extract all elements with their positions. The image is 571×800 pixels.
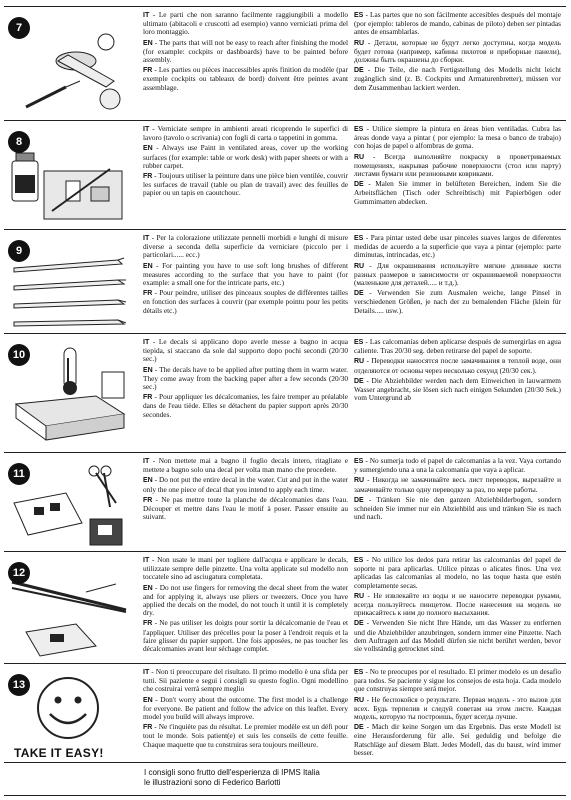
paragraph-it: IT - Le parti che non saranno facilmente raggiungibili a modello ultimato (abitacoli e cruscotti ad esempio) vanno verniciati prima del loro montaggio.	[143, 11, 348, 37]
illustration-caption: TAKE IT EASY!	[14, 746, 104, 760]
step-number-badge: 9	[8, 240, 30, 262]
text-column-left	[143, 457, 348, 523]
paragraph-text-fr: Ne pas utiliser les doigts pour sortir la décalcomanie de l'eau et l'appliquer. Utiliser des précelles pour la poser à l'endroit requis et la faire glisser du papier support. Une fois apposées, ne pas toucher les décalcomanies avant leur séchage complet.	[143, 618, 348, 654]
step-number-badge: 12	[8, 562, 30, 584]
language-code-fr: FR	[143, 394, 153, 402]
paragraph-text-it: Non usate le mani per togliere dall'acqua e applicare le decals, utilizzate sempre delle pinzette. Una volta applicate sul modello non toccatele sino ad asciugatura completata.	[143, 556, 348, 582]
illustration	[4, 338, 134, 450]
language-code-de: DE	[354, 181, 364, 189]
paragraph-text-fr: Ne t'inquiète pas du résultat. Le premier modèle est un défi pour tout le monde. Sois patient(e) et suis les conseils de cette feuille. Chaque maquette que tu construiras sera toujours meilleure.	[143, 722, 348, 749]
language-code-it: IT	[143, 339, 150, 346]
language-code-fr: FR	[143, 173, 153, 181]
illustration	[4, 234, 134, 335]
paragraph-fr: FR - Pour appliquer les décalcomanies, les faire tremper au préalable dans de l'eau tiède. Elles se détachent du papier support après 20/30 secondes.	[143, 392, 348, 419]
paragraph-en: EN - Don't worry about the outcome. The first model is a challenge for everyone. Be patient and follow the advice on this leaflet. Every model you build will always improve.	[143, 694, 348, 722]
paragraph-it: IT - Non usate le mani per togliere dall'acqua e applicare le decals, utilizzate sempre delle pinzette. Una volta applicate sul modello non toccatele sino ad asciugatura completata.	[143, 556, 348, 582]
language-code-it: IT	[143, 669, 150, 676]
paragraph-text-es: Utilice siempre la pintura en áreas bien ventiladas. Cubra las áreas donde vaya a pintar ( por ejemplo: la mesa o banco de trabajo) con hojas de papel o alfombras de goma.	[354, 125, 561, 151]
divider	[4, 762, 566, 763]
text-column-left	[143, 234, 348, 317]
language-code-de: DE	[354, 377, 364, 385]
text-column-right	[354, 234, 561, 317]
paragraph-text-ru: Никогда не замачивайте весь лист переводок, вырезайте и замачивайте только одну переводку за раз, по мере работы.	[354, 475, 561, 494]
paragraph-text-de: Die Teile, die nach Fertigstellung des Modells nicht leicht zugänglich sind (z. B. Cockpits und Armaturenbretter), müssen vor dem Zusammenbau lackiert werden.	[354, 65, 561, 92]
paragraph-text-ru: Для окрашивания используйте мягкие длинные кисти разных размеров в зависимости от окрашиваемой поверхности (маленькие для деталей..... и т.д.).	[354, 260, 561, 288]
paragraph-text-de: Mach dir keine Sorgen um das Ergebnis. Das erste Modell ist eine Herausforderung für alle. Sei geduldig und befolge die Ratschläge auf diesem Blatt. Jedes Modell, das du baust, wird immer besser.	[354, 722, 561, 757]
paragraph-text-es: Las calcomanías deben aplicarse después de sumergirlas en agua caliente. Tras 20/30 seg. deben retirarse del papel de soporte.	[354, 338, 561, 356]
language-code-it: IT	[143, 235, 150, 242]
language-code-fr: FR	[143, 620, 153, 628]
paragraph-ru: RU - Детали, которые не будут легко доступны, когда модель будет готова (например, кабины пилотов и приборные панели), должны быть окрашены до сборки.	[354, 37, 561, 65]
language-code-it: IT	[143, 557, 150, 564]
paragraph-fr: FR - Ne pas mettre toute la planche de décalcomanies dans l'eau. Découper et mettre dans l'eau le motif à poser. Passer ensuite au suivant.	[143, 494, 348, 522]
paragraph-de: DE - Verwenden Sie nicht Ihre Hände, um das Wasser zu entfernen und die Abziehbilder anzubringen, sondern immer eine Pinzette. Nach dem Auftragen auf das Modell dürfen sie nicht berührt werden, bevor sie vollständig getrocknet sind.	[354, 618, 561, 654]
language-code-it: IT	[143, 126, 150, 133]
step-number-badge: 10	[8, 344, 30, 366]
language-code-es: ES	[354, 12, 364, 19]
text-column-left	[143, 338, 348, 421]
paragraph-text-en: For painting you have to use soft long brushes of different measures according to the surface that you have to paint (for example: a small one for the intricate parts, etc.)	[143, 260, 348, 288]
paragraph-de: DE - Verwenden Sie zum Ausmalen weiche, lange Pinsel in verschiedenen Größen, je nach der zu bemalenden Fläche (klein für Details..... usw.).	[354, 288, 561, 315]
tip-section-13	[4, 663, 566, 761]
paragraph-es: ES - Las calcomanías deben aplicarse después de sumergirlas en agua caliente. Tras 20/30 seg. deben retirarse del papel de soporte.	[354, 338, 561, 356]
paragraph-text-ru: Всегда выполняйте покраску в проветриваемых помещениях, накрывая рабочие поверхности (стол или парту) листами бумаги или резиновыми ковриками.	[354, 151, 561, 179]
credits-footer	[144, 768, 320, 788]
language-code-de: DE	[354, 724, 364, 732]
text-column-right	[354, 11, 561, 94]
paragraph-text-fr: Pour peindre, utiliser des pinceaux souples de différentes tailles en fonction des surfaces à couvrir (par exemple pointu pour les petits détails etc.)	[143, 288, 348, 315]
text-column-left	[143, 668, 348, 751]
paragraph-ru: RU - Для окрашивания используйте мягкие длинные кисти разных размеров в зависимости от окрашиваемой поверхности (маленькие для деталей..... и т.д.).	[354, 260, 561, 288]
text-column-right	[354, 125, 561, 208]
paragraph-it: IT - Le decals si applicano dopo averle messe a bagno in acqua tiepida, si staccano da sole dal supporto dopo pochi secondi (20/30 sec.)	[143, 338, 348, 364]
paragraph-it: IT - Non ti preoccupare del risultato. Il primo modello è una sfida per tutti. Sii paziente e segui i consigli su questo foglio. Ogni modellino che costruirai verrà sempre meglio	[143, 668, 348, 694]
paragraph-text-en: Do not use fingers for removing the decal sheet from the water and for applying it, always use pliers or tweezers. Once you have applied the decals on the model, do not touch it until it is completely dry.	[143, 582, 348, 618]
language-code-en: EN	[143, 584, 153, 592]
paragraph-ru: RU - Никогда не замачивайте весь лист переводок, вырезайте и замачивайте только одну переводку за раз, по мере работы.	[354, 475, 561, 494]
paragraph-text-en: Don't worry about the outcome. The first model is a challenge for everyone. Be patient and follow the advice on this leaflet. Every model you build will always improve.	[143, 694, 348, 722]
language-code-es: ES	[354, 557, 364, 564]
paragraph-it: IT - Per la colorazione utilizzate pennelli morbidi e lunghi di misure diverse a seconda della superficie da verniciare (piccolo per i particolari...... ecc.)	[143, 234, 348, 260]
paragraph-en: EN - Always use Paint in ventilated areas, cover up the working surfaces (for example: table or work desk) with paper sheets or with a rubber carpet.	[143, 143, 348, 170]
paragraph-en: EN - For painting you have to use soft long brushes of different measures according to the surface that you have to paint (for example: a small one for the intricate parts, etc.)	[143, 260, 348, 288]
paragraph-en: EN - The decals have to be applied after putting them in warm water. They come away from the backing paper after a few seconds (20/30 sec.)	[143, 364, 348, 392]
paragraph-text-de: Tränken Sie nie den ganzen Abziehbilderbogen, sondern schneiden Sie immer nur ein Abziehbild aus und tränken Sie es nach und nach.	[354, 494, 561, 522]
language-code-ru: RU	[354, 696, 365, 704]
paragraph-es: ES - No utilice los dedos para retirar las calcomanías del papel de soporte ni para aplicarlas. Utilice pinzas o alicates finos. Una vez aplicadas las calcomanías al modelo, no las toque hasta que estén completamente secas.	[354, 556, 561, 590]
text-column-right	[354, 457, 561, 523]
paragraph-text-it: Le parti che non saranno facilmente raggiungibili a modello ultimato (abitacoli e cruscotti ad esempio) vanno verniciati prima del loro montaggio.	[143, 11, 348, 37]
text-column-left	[143, 556, 348, 655]
paragraph-text-fr: Pour appliquer les décalcomanies, les faire tremper au préalable dans de l'eau tiède. Elles se détachent du papier support après 20/30 secondes.	[143, 392, 348, 419]
language-code-de: DE	[354, 67, 364, 75]
paragraph-es: ES - Para pintar usted debe usar pinceles suaves largos de diferentes medidas de acuerdo a la superficie que vaya a pintar (ejemplo: parte diminutas, intrincadas, etc.)	[354, 234, 561, 260]
tip-section-11	[4, 452, 566, 549]
language-code-en: EN	[143, 366, 153, 374]
paragraph-de: DE - Die Teile, die nach Fertigstellung des Modells nicht leicht zugänglich sind (z. B. Cockpits und Armaturenbretter), müssen vor dem Zusammenbau lackiert werden.	[354, 65, 561, 92]
paragraph-text-es: Las partes que no son fácilmente accesibles después del montaje (por ejemplo: tableros de mando, cabinas de piloto) deben ser pintadas antes de ensamblarlas.	[354, 11, 561, 37]
language-code-ru: RU	[354, 358, 365, 366]
text-column-right	[354, 556, 561, 655]
language-code-es: ES	[354, 458, 364, 465]
paragraph-text-es: No sumerja todo el papel de calcomanías a la vez. Vaya cortando y sumergiendo una a una la calcomanía que vaya a aplicar.	[354, 457, 561, 475]
paragraph-text-ru: Детали, которые не будут легко доступны, когда модель будет готова (например, кабины пилотов и приборные панели), должны быть окрашены до сборки.	[354, 37, 561, 65]
language-code-es: ES	[354, 235, 364, 242]
language-code-it: IT	[143, 458, 150, 465]
illustration	[4, 457, 134, 553]
illustration	[4, 11, 134, 122]
paragraph-text-it: Per la colorazione utilizzate pennelli morbidi e lunghi di misure diverse a seconda della superficie da verniciare (piccolo per i particolari...... ecc.)	[143, 234, 348, 260]
tip-section-8	[4, 120, 566, 226]
paragraph-it: IT - Verniciate sempre in ambienti areati ricoprendo le superfici di lavoro (tavolo o scrivania) con fogli di carta o tappetini in gomma.	[143, 125, 348, 143]
paragraph-fr: FR - Ne t'inquiète pas du résultat. Le premier modèle est un défi pour tout le monde. Sois patient(e) et suis les conseils de cette feuille. Chaque maquette que tu construiras sera toujours meilleure.	[143, 722, 348, 749]
language-code-de: DE	[354, 620, 364, 628]
paragraph-fr: FR - Les parties ou pièces inaccessibles après finition du modèle (par exemple cockpits ou tableaux de bord) doivent être peintes avant assemblage.	[143, 65, 348, 92]
language-code-es: ES	[354, 669, 364, 676]
paragraph-text-ru: Не извлекайте из воды и не наносите переводки руками, всегда пользуйтесь пинцетом. После нанесения на модель не прикасайтесь к ним до полного высыхания.	[354, 590, 561, 618]
credits-line-1: I consigli sono frutto dell'esperienza di IPMS Italia	[144, 768, 320, 777]
paragraph-text-it: Non mettete mai a bagno il foglio decals intero, ritagliate e mettete a bagno solo una decal per volta man mano che procedete.	[143, 457, 348, 475]
language-code-de: DE	[354, 290, 364, 298]
text-column-right	[354, 668, 561, 759]
paragraph-text-es: Para pintar usted debe usar pinceles suaves largos de diferentes medidas de acuerdo a la superficie que vaya a pintar (ejemplo: parte diminutas, intrincadas, etc.)	[354, 234, 561, 260]
paragraph-text-fr: Ne pas mettre toute la planche de décalcomanies dans l'eau. Découper et mettre dans l'eau le motif à poser. Passer ensuite au suivant.	[143, 494, 348, 522]
paragraph-text-it: Non ti preoccupare del risultato. Il primo modello è una sfida per tutti. Sii paziente e segui i consigli su questo foglio. Ogni modellino che costruirai verrà sempre meglio	[143, 668, 348, 694]
paragraph-text-ru: Переводки наносятся после замачивания в теплой воде, они отделяются от основы через несколько секунд (20/30 сек.).	[354, 356, 561, 375]
text-column-left	[143, 11, 348, 94]
credits-line-2: le illustrazioni sono di Federico Barlotti	[144, 778, 281, 787]
paragraph-text-de: Verwenden Sie zum Ausmalen weiche, lange Pinsel in verschiedenen Größen, je nach der zu bemalenden Fläche (klein für Details..... usw.).	[354, 288, 561, 315]
step-number-badge: 13	[8, 674, 30, 696]
paragraph-de: DE - Mach dir keine Sorgen um das Ergebnis. Das erste Modell ist eine Herausforderung für alle. Sei geduldig und befolge die Ratschläge auf diesem Blatt. Jedes Modell, das du baust, wird immer besser.	[354, 722, 561, 757]
paragraph-es: ES - No sumerja todo el papel de calcomanías a la vez. Vaya cortando y sumergiendo una a una la calcomanía que vaya a aplicar.	[354, 457, 561, 475]
paragraph-fr: FR - Toujours utiliser la peinture dans une pièce bien ventilée, couvrir les surfaces de travail (table ou plan de travail) avec des feuilles de papier ou un tapis en caoutchouc.	[143, 171, 348, 198]
language-code-ru: RU	[354, 39, 365, 47]
language-code-ru: RU	[354, 592, 365, 600]
language-code-en: EN	[143, 477, 153, 485]
step-number-badge: 8	[8, 131, 30, 153]
paragraph-de: DE - Tränken Sie nie den ganzen Abziehbilderbogen, sondern schneiden Sie immer nur ein Abziehbild aus und tränken Sie es nach und nach.	[354, 494, 561, 522]
text-column-left	[143, 125, 348, 200]
tip-section-12	[4, 551, 566, 660]
paragraph-es: ES - Utilice siempre la pintura en áreas bien ventiladas. Cubra las áreas donde vaya a pintar ( por ejemplo: la mesa o banco de trabajo) con hojas de papel o alfombras de goma.	[354, 125, 561, 151]
paragraph-en: EN - The parts that will not be easy to reach after finishing the model (for example: cockpits or dashboards) have to be painted before assembly.	[143, 37, 348, 65]
language-code-ru: RU	[354, 153, 365, 161]
paragraph-text-es: No utilice los dedos para retirar las calcomanías del papel de soporte ni para aplicarlas. Utilice pinzas o alicates finos. Una vez aplicadas las calcomanías al modelo, no las toque hasta que estén completamente secas.	[354, 556, 561, 590]
paragraph-text-es: No te preocupes por el resultado. El primer modelo es un desafío para todos. Se paciente y sigue los consejos de esta hoja. Cada modelo que construyas siempre será mejor.	[354, 668, 561, 694]
paragraph-text-de: Die Abziehbilder werden nach dem Einweichen in lauwarmem Wasser angebracht, sie lösen sich nach einigen Sekunden (20/30 Sek.) vom Untergrund ab	[354, 375, 561, 403]
paragraph-text-en: Do not put the entire decal in the water. Cut and put in the water only the one piece of decal that you intend to apply each time.	[143, 475, 348, 494]
paragraph-es: ES - Las partes que no son fácilmente accesibles después del montaje (por ejemplo: tableros de mando, cabinas de piloto) deben ser pintadas antes de ensamblarlas.	[354, 11, 561, 37]
paragraph-es: ES - No te preocupes por el resultado. El primer modelo es un desafío para todos. Se paciente y sigue los consejos de esta hoja. Cada modelo que construyas siempre será mejor.	[354, 668, 561, 694]
paragraph-text-it: Verniciate sempre in ambienti areati ricoprendo le superfici di lavoro (tavolo o scrivania) con fogli di carta o tappetini in gomma.	[143, 125, 348, 143]
paragraph-text-fr: Toujours utiliser la peinture dans une pièce bien ventilée, couvrir les surfaces de travail (table ou plan de travail) avec des feuilles de papier ou un tapis en caoutchouc.	[143, 171, 348, 198]
language-code-en: EN	[143, 39, 153, 47]
language-code-ru: RU	[354, 477, 365, 485]
paragraph-en: EN - Do not put the entire decal in the water. Cut and put in the water only the one piece of decal that you intend to apply each time.	[143, 475, 348, 494]
paragraph-fr: FR - Pour peindre, utiliser des pinceaux souples de différentes tailles en fonction des surfaces à couvrir (par exemple pointu pour les petits détails etc.)	[143, 288, 348, 315]
illustration	[4, 668, 134, 765]
bottom-divider	[4, 795, 566, 796]
paragraph-text-en: The decals have to be applied after putting them in warm water. They come away from the backing paper after a few seconds (20/30 sec.)	[143, 364, 348, 392]
paragraph-ru: RU - Переводки наносятся после замачивания в теплой воде, они отделяются от основы через несколько секунд (20/30 сек.).	[354, 356, 561, 375]
language-code-fr: FR	[143, 67, 153, 75]
language-code-en: EN	[143, 145, 153, 153]
paragraph-text-en: The parts that will not be easy to reach after finishing the model (for example: cockpits or dashboards) have to be painted before assembly.	[143, 37, 348, 65]
text-column-right	[354, 338, 561, 404]
paragraph-de: DE - Die Abziehbilder werden nach dem Einweichen in lauwarmem Wasser angebracht, sie lösen sich nach einigen Sekunden (20/30 Sek.) vom Untergrund ab	[354, 375, 561, 403]
paragraph-ru: RU - Всегда выполняйте покраску в проветриваемых помещениях, накрывая рабочие поверхности (стол или парту) листами бумаги или резиновыми ковриками.	[354, 151, 561, 179]
paragraph-en: EN - Do not use fingers for removing the decal sheet from the water and for applying it, always use pliers or tweezers. Once you have applied the decals on the model, do not touch it until it is completely dry.	[143, 582, 348, 618]
paragraph-text-de: Malen Sie immer in belüfteten Bereichen, indem Sie die Arbeitsflächen (Tisch oder Schreibtisch) mit Papierbögen oder Gummimatten abdecken.	[354, 179, 561, 206]
paragraph-text-en: Always use Paint in ventilated areas, cover up the working surfaces (for example: table or work desk) with paper sheets or with a rubber carpet.	[143, 143, 348, 170]
paragraph-it: IT - Non mettete mai a bagno il foglio decals intero, ritagliate e mettete a bagno solo una decal per volta man mano che procedete.	[143, 457, 348, 475]
paragraph-fr: FR - Ne pas utiliser les doigts pour sortir la décalcomanie de l'eau et l'appliquer. Utiliser des précelles pour la poser à l'endroit requis et la faire glisser du papier support. Une fois apposées, ne pas toucher les décalcomanies avant leur séchage complet.	[143, 618, 348, 654]
paragraph-ru: RU - Не извлекайте из воды и не наносите переводки руками, всегда пользуйтесь пинцетом. После нанесения на модель не прикасайтесь к ним до полного высыхания.	[354, 590, 561, 618]
paragraph-de: DE - Malen Sie immer in belüfteten Bereichen, indem Sie die Arbeitsflächen (Tisch oder Schreibtisch) mit Papierbögen oder Gummimatten abdecken.	[354, 179, 561, 206]
illustration	[4, 125, 134, 230]
language-code-ru: RU	[354, 262, 365, 270]
paragraph-ru: RU - Не беспокойся о результате. Первая модель - это вызов для всех. Будь терпелив и следуй советам на этом листе. Каждая модель, которую ты построишь, будет всегда лучше.	[354, 694, 561, 722]
language-code-de: DE	[354, 496, 364, 504]
language-code-fr: FR	[143, 496, 153, 504]
language-code-fr: FR	[143, 724, 153, 732]
tip-section-10	[4, 333, 566, 446]
paragraph-text-it: Le decals si applicano dopo averle messe a bagno in acqua tiepida, si staccano da sole dal supporto dopo pochi secondi (20/30 sec.)	[143, 338, 348, 364]
language-code-en: EN	[143, 696, 153, 704]
tip-section-9	[4, 229, 566, 331]
illustration	[4, 556, 134, 664]
language-code-fr: FR	[143, 290, 153, 298]
tip-section-7	[4, 6, 566, 118]
language-code-es: ES	[354, 339, 364, 346]
language-code-es: ES	[354, 126, 364, 133]
step-number-badge: 11	[8, 463, 30, 485]
paragraph-text-de: Verwenden Sie nicht Ihre Hände, um das Wasser zu entfernen und die Abziehbilder anzubringen, sondern immer eine Pinzette. Nach dem Auftragen auf das Modell dürfen sie nicht berührt werden, bevor sie vollständig getrocknet sind.	[354, 618, 561, 654]
step-number-badge: 7	[8, 17, 30, 39]
paragraph-text-fr: Les parties ou pièces inaccessibles après finition du modèle (par exemple cockpits ou tableaux de bord) doivent être peintes avant assemblage.	[143, 65, 348, 92]
language-code-en: EN	[143, 262, 153, 270]
language-code-it: IT	[143, 12, 150, 19]
paragraph-text-ru: Не беспокойся о результате. Первая модель - это вызов для всех. Будь терпелив и следуй советам на этом листе. Каждая модель, которую ты построишь, будет всегда лучше.	[354, 694, 561, 722]
